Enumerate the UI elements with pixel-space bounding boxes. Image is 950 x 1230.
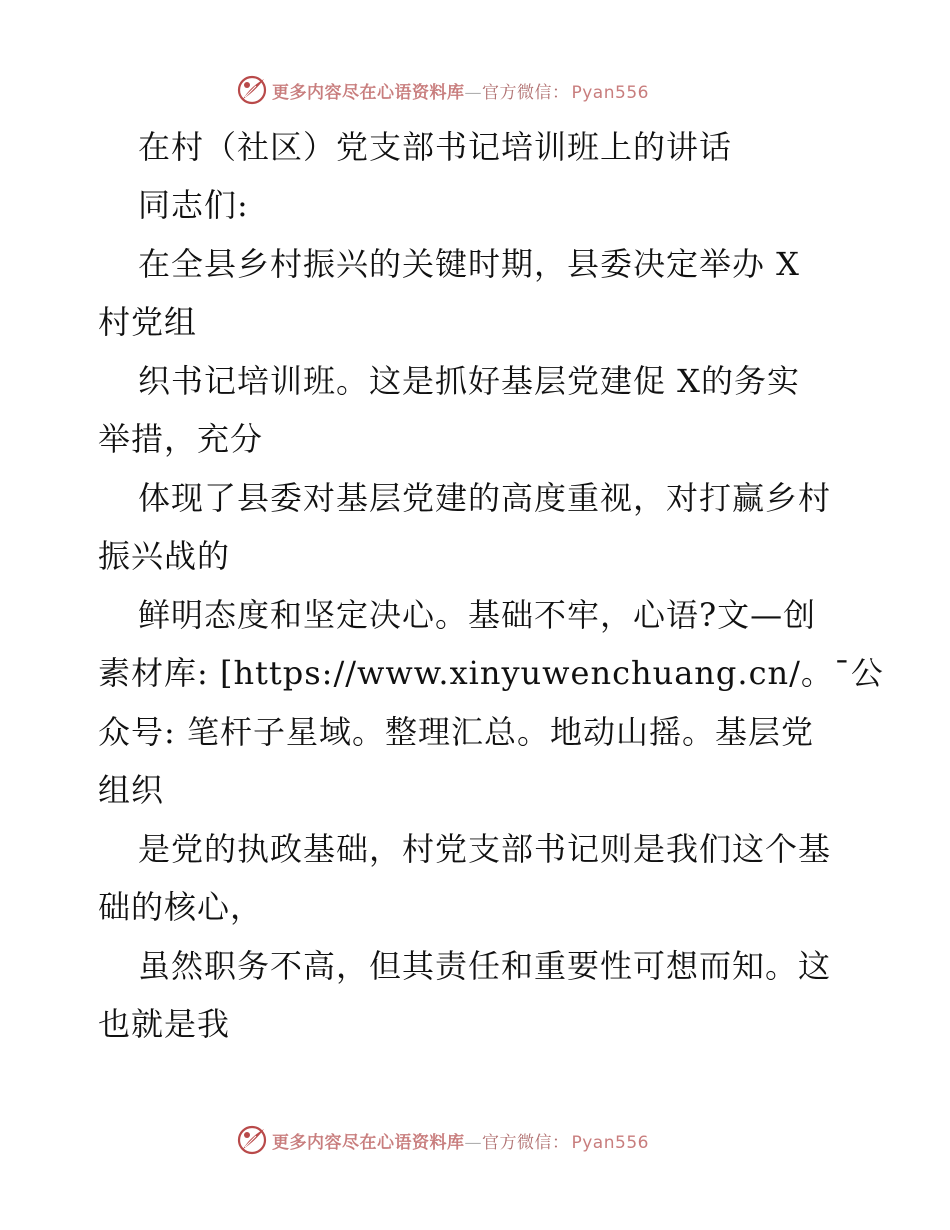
header-banner-text: 更多内容尽在心语资料库 [272,82,465,103]
doc-line-1: 同志们: [138,186,249,224]
doc-line-14: 虽然职务不高，但其责任和重要性可想而知。这 [138,947,832,985]
doc-line-13: 础的核心， [98,888,264,926]
header-banner-dash: — [464,82,482,103]
doc-line-15: 也就是我 [98,1005,231,1043]
feather-quill-logo-icon [236,74,268,106]
doc-line-11: 组织 [98,771,165,809]
footer-banner-text: 更多内容尽在心语资料库 [272,1132,465,1153]
header-banner [236,72,716,108]
feather-quill-logo-icon [236,1124,268,1156]
header-banner-id: Pyan556 [571,82,649,103]
header-banner-sub: 官方微信： [482,82,570,103]
document-title: 在村（社区）党支部书记培训班上的讲话 [138,128,733,166]
doc-line-2: 在全县乡村振兴的关键时期，县委决定举办 X [138,245,800,283]
doc-line-3: 村党组 [98,303,198,341]
doc-line-12: 是党的执政基础，村党支部书记则是我们这个基 [138,830,832,868]
doc-line-8: 鲜明态度和坚定决心。基础不牢，心语?文—创 [138,596,817,634]
footer-banner-sub: 官方微信： [482,1132,570,1153]
footer-banner-dash: — [464,1132,482,1153]
doc-line-9: 素材库: [https://www.xinyuwenchuang.cn/。¯公 [98,654,884,692]
doc-line-7: 振兴战的 [98,537,231,575]
doc-line-5: 举措，充分 [98,420,264,458]
footer-banner-id: Pyan556 [571,1132,649,1153]
footer-banner [236,1122,716,1158]
doc-line-4: 织书记培训班。这是抓好基层党建促 X的务实 [138,362,800,400]
doc-line-10: 众号: 笔杆子星域。整理汇总。地动山摇。基层党 [98,713,814,751]
doc-line-6: 体现了县委对基层党建的高度重视，对打赢乡村 [138,479,832,517]
